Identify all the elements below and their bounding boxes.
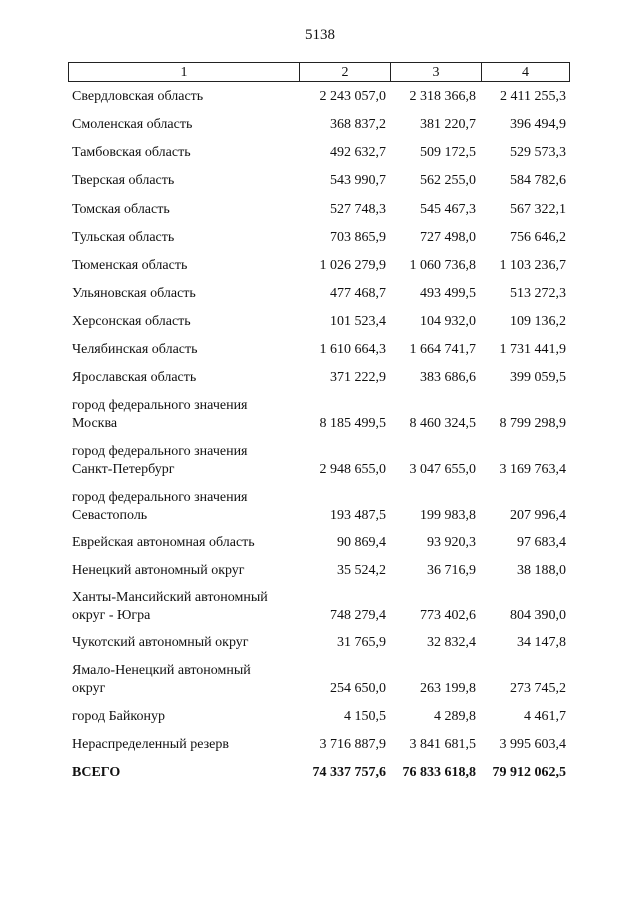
value-col-2: 1 026 279,9 (319, 258, 386, 273)
region-name: Еврейская автономная область (72, 535, 255, 550)
value-col-2: 543 990,7 (330, 173, 386, 188)
value-col-2: 492 632,7 (330, 145, 386, 160)
value-col-2: 2 243 057,0 (319, 89, 386, 104)
region-name-line-1: Ямало-Ненецкий автономный (72, 663, 251, 678)
region-name: Челябинская область (72, 342, 198, 357)
value-col-3: 263 199,8 (420, 681, 476, 696)
value-col-4: 2 411 255,3 (500, 89, 566, 104)
region-name-line-1: Ханты-Мансийский автономный (72, 590, 268, 605)
region-name-line-2: Севастополь (72, 508, 148, 523)
total-label: ВСЕГО (72, 765, 121, 780)
value-col-4: 109 136,2 (510, 314, 566, 329)
value-col-2: 703 865,9 (330, 230, 386, 245)
value-col-4: 97 683,4 (517, 535, 566, 550)
value-col-3: 1 664 741,7 (409, 342, 476, 357)
value-col-2: 193 487,5 (330, 508, 386, 523)
total-value-col-2: 74 337 757,6 (312, 765, 386, 780)
region-name-line-2: округ - Югра (72, 608, 151, 623)
value-col-2: 1 610 664,3 (319, 342, 386, 357)
region-name-line-2: Санкт-Петербург (72, 462, 175, 477)
value-col-3: 383 686,6 (420, 370, 476, 385)
value-col-3: 32 832,4 (427, 635, 476, 650)
value-col-4: 3 995 603,4 (499, 737, 566, 752)
value-col-3: 493 499,5 (420, 286, 476, 301)
value-col-2: 2 948 655,0 (319, 462, 386, 477)
region-name: Смоленская область (72, 117, 193, 132)
value-col-2: 748 279,4 (330, 608, 386, 623)
value-col-4: 34 147,8 (517, 635, 566, 650)
value-col-4: 3 169 763,4 (499, 462, 566, 477)
region-name: Нераспределенный резерв (72, 737, 229, 752)
region-name (72, 589, 300, 625)
region-name: Свердловская область (72, 89, 204, 104)
region-name: Томская область (72, 202, 170, 217)
value-col-3: 93 920,3 (427, 535, 476, 550)
value-col-4: 38 188,0 (517, 563, 566, 578)
region-name-line-2: округ (72, 681, 106, 696)
region-name: Тверская область (72, 173, 175, 188)
column-header-3: 3 (391, 63, 482, 81)
value-col-3: 104 932,0 (420, 314, 476, 329)
region-name (72, 662, 300, 698)
value-col-3: 509 172,5 (420, 145, 476, 160)
region-name: Ненецкий автономный округ (72, 563, 245, 578)
region-name (72, 489, 300, 525)
value-col-4: 273 745,2 (510, 681, 566, 696)
value-col-4: 804 390,0 (510, 608, 566, 623)
value-col-4: 529 573,3 (510, 145, 566, 160)
value-col-4: 8 799 298,9 (499, 416, 566, 431)
value-col-2: 90 869,4 (337, 535, 386, 550)
column-header-row (68, 62, 570, 82)
value-col-3: 36 716,9 (427, 563, 476, 578)
column-header-2: 2 (300, 63, 391, 81)
region-name: Тюменская область (72, 258, 188, 273)
value-col-4: 207 996,4 (510, 508, 566, 523)
value-col-4: 756 646,2 (510, 230, 566, 245)
value-col-3: 3 047 655,0 (409, 462, 476, 477)
region-name: город Байконур (72, 709, 165, 724)
total-value-col-3: 76 833 618,8 (402, 765, 476, 780)
value-col-4: 399 059,5 (510, 370, 566, 385)
value-col-3: 562 255,0 (420, 173, 476, 188)
value-col-2: 527 748,3 (330, 202, 386, 217)
page-number: 5138 (305, 27, 335, 43)
region-name: Ярославская область (72, 370, 197, 385)
value-col-2: 35 524,2 (337, 563, 386, 578)
value-col-2: 4 150,5 (344, 709, 386, 724)
value-col-4: 1 731 441,9 (499, 342, 566, 357)
total-value-col-4: 79 912 062,5 (492, 765, 566, 780)
value-col-3: 199 983,8 (420, 508, 476, 523)
value-col-2: 3 716 887,9 (319, 737, 386, 752)
value-col-2: 477 468,7 (330, 286, 386, 301)
value-col-3: 381 220,7 (420, 117, 476, 132)
region-name-line-1: город федерального значения (72, 444, 248, 459)
value-col-3: 3 841 681,5 (409, 737, 476, 752)
region-name (72, 397, 300, 433)
value-col-3: 545 467,3 (420, 202, 476, 217)
region-name-line-2: Москва (72, 416, 118, 431)
region-name: Чукотский автономный округ (72, 635, 249, 650)
column-header-1: 1 (69, 63, 300, 81)
region-name: Херсонская область (72, 314, 191, 329)
value-col-2: 101 523,4 (330, 314, 386, 329)
value-col-3: 4 289,8 (434, 709, 476, 724)
region-name-line-1: город федерального значения (72, 490, 248, 505)
value-col-4: 584 782,6 (510, 173, 566, 188)
region-name: Тамбовская область (72, 145, 191, 160)
region-name (72, 443, 300, 479)
region-name-line-1: город федерального значения (72, 398, 248, 413)
region-name: Ульяновская область (72, 286, 196, 301)
column-header-4: 4 (522, 65, 529, 80)
value-col-4: 1 103 236,7 (499, 258, 566, 273)
value-col-2: 8 185 499,5 (319, 416, 386, 431)
value-col-4: 567 322,1 (510, 202, 566, 217)
value-col-4: 513 272,3 (510, 286, 566, 301)
value-col-3: 727 498,0 (420, 230, 476, 245)
value-col-2: 254 650,0 (330, 681, 386, 696)
value-col-3: 8 460 324,5 (409, 416, 476, 431)
value-col-2: 371 222,9 (330, 370, 386, 385)
value-col-2: 368 837,2 (330, 117, 386, 132)
value-col-4: 396 494,9 (510, 117, 566, 132)
region-name: Тульская область (72, 230, 175, 245)
value-col-4: 4 461,7 (524, 709, 566, 724)
value-col-3: 773 402,6 (420, 608, 476, 623)
value-col-2: 31 765,9 (337, 635, 386, 650)
value-col-3: 1 060 736,8 (409, 258, 476, 273)
value-col-3: 2 318 366,8 (409, 89, 476, 104)
